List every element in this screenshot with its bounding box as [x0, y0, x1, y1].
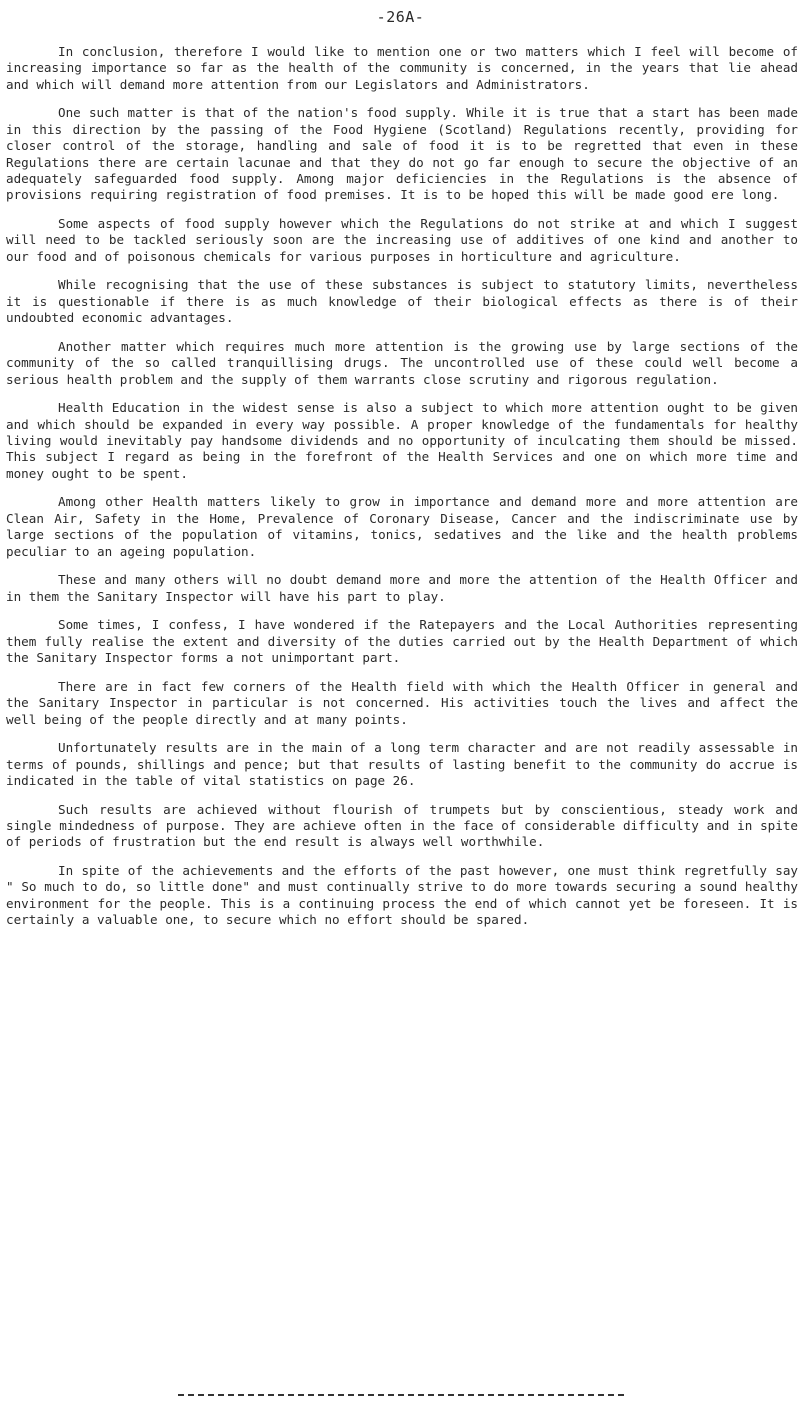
paragraph-text: Some aspects of food supply however which the Regulations do not strike at and which I suggest will need to be tackled seriously soon are the increasing use of additives of one kind and another to our food and of poisonous chemicals for various purposes in horticulture and agriculture.: [6, 216, 798, 264]
paragraph-text: Among other Health matters likely to grow in importance and demand more and more attention are Clean Air, Safety in the Home, Prevalence of Coronary Disease, Cancer and the indiscriminate use by large sections of the population of vitamins, tonics, sedatives and the like and the health problems peculiar to an ageing population.: [6, 494, 798, 559]
paragraph: [6, 802, 798, 851]
paragraph-text: These and many others will no doubt demand more and more the attention of the Health Officer and in them the Sanitary Inspector will have his part to play.: [6, 572, 798, 604]
paragraph: [6, 863, 798, 929]
paragraph: [6, 44, 798, 93]
paragraph: [6, 339, 798, 388]
paragraph-text: Unfortunately results are in the main of a long term character and are not readily assessable in terms of pounds, shillings and pence; but that results of lasting benefit to the community do accrue is indicated in the table of vital statistics on page 26.: [6, 740, 798, 788]
paragraph-text: While recognising that the use of these substances is subject to statutory limits, nevertheless it is questionable if there is as much knowledge of their biological effects as there is of their undoubted economic advantages.: [6, 277, 798, 326]
body-text: [6, 44, 798, 941]
paragraph-text: There are in fact few corners of the Health field with which the Health Officer in general and the Sanitary Inspector in particular is not concerned. His activities touch the lives and affect the well being of the people directly and at many points.: [6, 678, 798, 727]
paragraph-text: Some times, I confess, I have wondered if the Ratepayers and the Local Authorities representing them fully realise the extent and diversity of the duties carried out by the Health Department of which the Sanitary Inspector forms a not unimportant part.: [6, 617, 798, 666]
paragraph: [6, 105, 798, 203]
paragraph: [6, 679, 798, 728]
paragraph-text: In conclusion, therefore I would like to mention one or two matters which I feel will become of increasing importance so far as the health of the community is concerned, in the years that lie ahead and which will demand more attention from our Legislators and Administrators.: [6, 44, 798, 92]
closing-dashed-rule: [178, 1394, 624, 1396]
paragraph-text: Another matter which requires much more attention is the growing use by large sections of the community of the so called tranquillising drugs. The uncontrolled use of these could well become a serious health problem and the supply of them warrants close scrutiny and rigorous regulation.: [6, 338, 798, 387]
paragraph-text: In spite of the achievements and the efforts of the past however, one must think regretfully say " So much to do, so little done" and must continually strive to do more towards securing a sound healthy environment for the people. This is a continuing process the end of which cannot yet be foreseen. It is certainly a valuable one, to secure which no effort should be spared.: [6, 862, 798, 928]
paragraph: [6, 617, 798, 666]
paragraph: [6, 572, 798, 605]
paragraph: [6, 400, 798, 482]
paragraph-text: Health Education in the widest sense is also a subject to which more attention ought to be given and which should be expanded in every way possible. A proper knowledge of the fundamentals for healthy living would inevitably pay handsome dividends and no opportunity of inculcating them should be missed. This subject I regard as being in the forefront of the Health Services and one on which more time and money ought to be spent.: [6, 400, 798, 481]
paragraph: [6, 277, 798, 326]
paragraph: [6, 494, 798, 560]
paragraph-text: One such matter is that of the nation's food supply. While it is true that a start has been made in this direction by the passing of the Food Hygiene (Scotland) Regulations recently, providing for closer control of the storage, handling and sale of food it is to be regretted that even in these Regulations there are certain lacunae and that they do not go far enough to secure the objective of an adequately safeguarded food supply. Among major deficiencies in the Regulations is the absence of provisions requiring registration of food premises. It is to be hoped this will be made good ere long.: [6, 105, 798, 203]
paragraph: [6, 740, 798, 789]
paragraph-text: Such results are achieved without flourish of trumpets but by conscientious, steady work and single mindedness of purpose. They are achieve often in the face of considerable difficulty and in spite of periods of frustration but the end result is always well worthwhile.: [6, 801, 798, 850]
page-number: -26A-: [376, 8, 425, 26]
paragraph: [6, 216, 798, 265]
